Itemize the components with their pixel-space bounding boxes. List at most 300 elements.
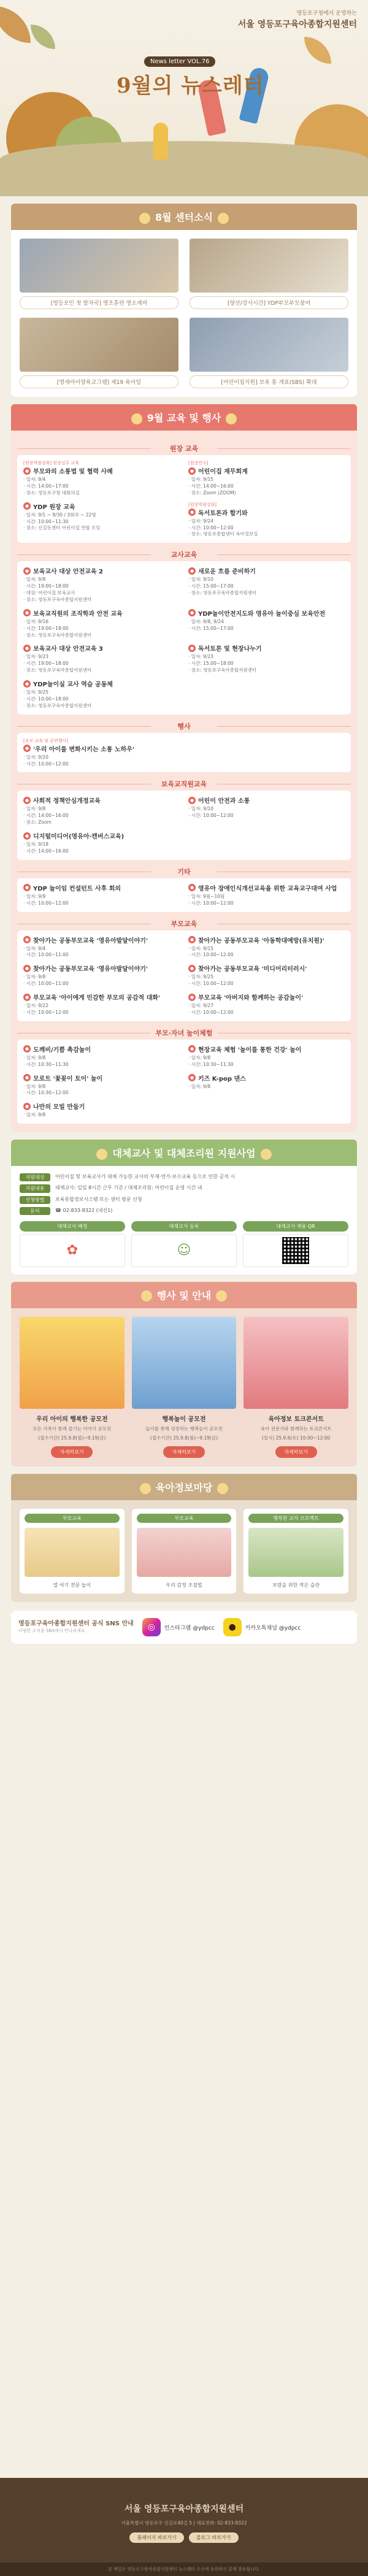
header-org	[238, 9, 357, 30]
info-card-text: 보람을 위한 작은 습관	[272, 1582, 320, 1589]
bullet-icon: ●	[188, 567, 196, 575]
program-title-row	[23, 992, 180, 1002]
program-detail: · 일자: 9/20	[23, 754, 49, 760]
footer-address: 서울특별시 영등포구 신길로40길 5 | 대표전화: 02-833-8322	[121, 2520, 247, 2526]
support-value: 어린이집 및 보육교사가 대체 가능한 교사의 부재·연가·보수교육 등으로 인한 공석 시	[55, 1174, 236, 1180]
program-tag: [원장연수]	[188, 461, 209, 466]
program-tag: [원장역량강화]	[188, 502, 217, 507]
program-detail: · 시간: 19:00~18:00	[23, 625, 69, 631]
info-card-text: 우리 감정 조절법	[166, 1582, 202, 1589]
program-detail: · 일자: 9/8	[23, 806, 46, 812]
program-title-row	[188, 566, 345, 575]
program-title: YDP놀이안전지도와 영유아 놀이중심 보육안전	[198, 610, 326, 618]
homepage-button[interactable]: 홈페이지 바로가기	[129, 2532, 183, 2543]
support-row	[20, 1196, 348, 1204]
program-detail: · 시간: 14:00~17:00	[23, 483, 69, 489]
program-item	[188, 502, 345, 539]
program-detail: · 시간: 10:00~12:00	[23, 761, 69, 767]
program-title: 새로운 흐름 준비하기	[198, 569, 256, 576]
sns-subtitle: 다양한 소식을 SNS에서 만나보세요	[18, 1628, 85, 1634]
program-title-row	[23, 643, 180, 653]
program-item	[23, 460, 180, 497]
bullet-icon: ●	[188, 965, 196, 972]
program-detail: · 장소: 영등포구청 대회의실	[23, 489, 80, 496]
bullet-icon: ●	[188, 1045, 196, 1052]
program-title: 보육교직원의 조직학과 안전 교육	[33, 610, 123, 618]
program-detail: · 장소: Zoom (ZOOM)	[188, 489, 236, 496]
program-title: 찾아가는 공동부모교육 '영유아발달이야기'	[33, 966, 148, 973]
schedule-category	[17, 917, 351, 1021]
volume-badge: News letter VOL.76	[144, 56, 215, 67]
program-detail: · 일자: 9/15	[188, 477, 214, 482]
bullet-icon: ●	[23, 609, 31, 616]
schedule-category-title: 부모·자녀 놀이체험	[17, 1026, 351, 1040]
program-detail: · 장소: 영등포구육아종합지원센터	[23, 596, 92, 602]
support-links	[20, 1221, 348, 1267]
program-title: 현장교육 체험 '놀이를 통한 건강' 놀이	[198, 1046, 302, 1054]
event-desc: 모든 가족이 함께 즐기는 이야기 공모전	[33, 1425, 112, 1432]
program-detail: · 일자: 9/8	[23, 974, 46, 980]
bullet-icon: ●	[23, 745, 31, 752]
program-detail: · 일자: 9/23	[23, 654, 49, 660]
program-detail: · 일자: 9/25	[188, 974, 214, 980]
program-detail: · 일자: 9/27	[188, 1003, 214, 1008]
program-title-row	[188, 795, 345, 805]
program-detail: · 장소: 영등포구육아종합지원센터	[188, 667, 257, 673]
support-value: ☎ 02-833-8322 (내선1)	[55, 1207, 113, 1213]
program-detail: · 시간: 10:00~12:00	[188, 981, 234, 987]
schedule-category-body	[17, 561, 351, 714]
program-title: 도깨비/기쁨 촉감놀이	[33, 1046, 91, 1054]
info-card[interactable]	[20, 1509, 125, 1593]
support-section-title: 대체교사 및 대체조리원 지원사업	[112, 1148, 256, 1160]
bullet-icon: ●	[23, 680, 31, 688]
event-desc: 놀이를 통해 성장하는 행복놀이 공모전	[145, 1425, 223, 1432]
event-title: 우리 아이의 행복한 공모전	[36, 1416, 108, 1423]
bullet-icon: ●	[188, 994, 196, 1001]
schedule-category-body	[17, 1040, 351, 1124]
bullet-icon: ●	[188, 467, 196, 475]
program-item	[23, 831, 180, 855]
event-detail-button[interactable]: 자세히보기	[163, 1446, 205, 1458]
blog-button[interactable]: 블로그 바로가기	[189, 2532, 239, 2543]
program-detail: · 일자: 9/8	[188, 1083, 211, 1089]
info-section-title: 육아정보마당	[155, 1482, 213, 1494]
program-detail: · 시간: 14:00~16:00	[23, 813, 69, 819]
info-card-image	[137, 1528, 232, 1577]
news-caption: [어린이집지원] 보육 통 개효(SBS) 확대	[190, 375, 348, 388]
schedule-category-title: 기타	[17, 865, 351, 878]
schedule-category	[17, 719, 351, 773]
support-link-label: 대체교사 채용 QR	[243, 1221, 348, 1232]
news-card[interactable]	[20, 239, 178, 309]
news-section-header	[11, 204, 357, 230]
schedule-category-title: 보육교직원교육	[17, 777, 351, 791]
bullet-icon: ●	[23, 832, 31, 840]
support-label: 신청방법	[20, 1196, 50, 1204]
kakao-label: 카카오톡채널 @ydpcc	[245, 1625, 301, 1631]
program-item	[188, 883, 345, 907]
program-title-row	[23, 935, 180, 945]
program-item	[23, 679, 180, 710]
news-card[interactable]	[20, 318, 178, 388]
footer-buttons	[0, 2532, 368, 2543]
events-grid	[11, 1308, 357, 1467]
event-date: (일시) 25.9.6(토) 10:00~12:00	[261, 1435, 331, 1441]
program-detail: · 일자: 9/10	[188, 577, 214, 583]
program-title-row	[23, 1073, 180, 1083]
program-title: YDP놀이실 교사 역습 공동체	[33, 681, 113, 688]
ornament-icon	[216, 1290, 227, 1301]
support-value: 대체교사: 일일 8시간 근무 기준 / 대체조리원: 어린이집 운영 시간 내	[55, 1185, 202, 1191]
program-item	[23, 1045, 180, 1068]
event-date: (접수기간) 25.9.8(월)~9.19(금)	[38, 1435, 106, 1441]
program-detail: · 일자: 9/4	[23, 477, 46, 482]
news-caption: [영등포인 첫 발자국] 영조훈련 영소계비	[20, 296, 178, 309]
info-card-header: 부모교육	[25, 1514, 120, 1523]
schedule-category-title: 교사교육	[17, 548, 351, 561]
program-detail: · 시간: 10:00~11:00	[23, 981, 69, 987]
program-item	[23, 883, 180, 907]
program-detail: · 시간: 10:00~12:00	[188, 1009, 234, 1015]
program-detail: · 시간: 10:30~11:30	[23, 1061, 69, 1067]
program-title: 사회적 정책안심개정교육	[33, 798, 101, 805]
info-card-text: 열 여기 전문 놀이	[53, 1582, 91, 1589]
schedule-list	[11, 431, 357, 1132]
program-item	[23, 502, 180, 539]
program-detail: · 시간: 15:00~17:00	[188, 625, 234, 631]
news-card[interactable]	[190, 239, 348, 309]
program-detail: · 장소: 영등포구육아종합지원센터	[23, 667, 92, 673]
program-title: 독서토론 및 현장나누기	[198, 646, 262, 653]
news-grid	[11, 230, 357, 397]
program-detail: · 시간: 10:00~12:00	[23, 1009, 69, 1015]
bullet-icon: ●	[23, 1074, 31, 1081]
news-photo	[190, 239, 348, 293]
event-detail-button[interactable]: 자세히보기	[51, 1446, 93, 1458]
program-title-row	[188, 935, 345, 945]
support-row	[20, 1207, 348, 1215]
program-detail: · 시간: 14:00~16:00	[23, 848, 69, 854]
bullet-icon: ●	[23, 567, 31, 575]
event-card	[20, 1317, 125, 1459]
schedule-category-body	[17, 733, 351, 773]
program-detail: · 시간: 10:00~18:00	[23, 696, 69, 702]
news-photo	[190, 318, 348, 372]
program-title-row	[188, 508, 345, 517]
program-title-row	[23, 1102, 180, 1111]
support-link-label: 대체교사 배정	[20, 1221, 125, 1232]
program-item	[188, 1102, 345, 1119]
ornament-icon	[226, 413, 237, 424]
event-detail-button[interactable]: 자세히보기	[275, 1446, 317, 1458]
program-detail: · 시간: 10:00~12:00	[188, 952, 234, 958]
program-title-row	[23, 744, 180, 753]
program-item	[188, 460, 345, 497]
program-title: YDP 원장 교육	[33, 504, 75, 511]
program-item	[188, 831, 345, 855]
ornament-icon	[141, 1290, 152, 1301]
support-label: 문의	[20, 1207, 50, 1215]
bullet-icon: ●	[188, 609, 196, 616]
program-detail: · 일자: 9/8	[23, 1054, 46, 1060]
ornament-icon	[131, 413, 142, 424]
program-title-row	[23, 566, 180, 575]
bullet-icon: ●	[23, 797, 31, 804]
program-title: 모로트 '꽃꽂이 토이' 놀이	[33, 1075, 103, 1083]
support-label: 지원대상	[20, 1173, 50, 1181]
qr-icon	[243, 1234, 348, 1267]
program-item	[23, 992, 180, 1016]
program-detail: · 일자: 9/8	[23, 577, 46, 583]
program-title: 보육교사 대상 안전교육 2	[33, 569, 104, 576]
bullet-icon: ●	[23, 965, 31, 972]
event-title: 육아정보 토크콘서트	[268, 1416, 324, 1423]
program-detail: · 시간: 10:00~12:00	[188, 813, 234, 819]
bullet-icon: ●	[23, 884, 31, 891]
header-org-name: 서울 영등포구육아종합지원센터	[237, 20, 357, 29]
program-detail: · 시간: 14:00~16:00	[188, 483, 234, 489]
support-row	[20, 1184, 348, 1192]
ornament-icon	[217, 1483, 228, 1494]
program-title: '우리 아이를 변화시키는 소통 노하우'	[33, 746, 134, 753]
bullet-icon: ●	[188, 884, 196, 891]
ornament-icon	[218, 213, 229, 224]
social-panel	[11, 1611, 357, 1644]
support-link-card[interactable]	[20, 1221, 125, 1267]
program-title: 디지털미디어(영유아·캔버스교육)	[33, 834, 125, 840]
bullet-icon: ●	[188, 1074, 196, 1081]
bullet-icon: ●	[23, 1045, 31, 1052]
program-title: 독서토론과 합기와	[198, 510, 248, 517]
event-card	[243, 1317, 348, 1459]
schedule-category-body	[17, 930, 351, 1021]
program-item	[23, 738, 180, 768]
instagram-icon: ◎	[142, 1618, 161, 1636]
program-item	[188, 566, 345, 604]
program-title-row	[23, 795, 180, 805]
bullet-icon: ●	[188, 936, 196, 943]
program-detail: · 일자: 9/4	[23, 945, 46, 951]
program-item	[23, 964, 180, 987]
program-item	[23, 643, 180, 674]
newsletter-title: 9월의 뉴스레터	[117, 74, 264, 98]
schedule-category-title: 행사	[17, 719, 351, 733]
program-detail: · 장소: 신길동센터 어린이집 연합 모임	[23, 525, 101, 531]
instagram-label: 인스타그램 @ydpcc	[164, 1625, 215, 1631]
support-panel	[11, 1166, 357, 1275]
program-title-row	[188, 643, 345, 653]
program-title: 어린이 안전과 소통	[198, 798, 250, 805]
program-detail: · 일자: 9/8, 9/24	[188, 618, 224, 624]
support-value: 보육통합정보시스템 또는 센터 방문 신청	[55, 1196, 142, 1202]
news-caption: [양산/강사시간] YDP부모부모참여	[190, 296, 348, 309]
program-detail: · 일자: 9/22	[23, 1003, 49, 1008]
news-caption: [영세아이양육교그램] 제19 육아일	[20, 375, 178, 388]
bullet-icon: ●	[188, 645, 196, 652]
info-card-header: 행복한 교사 프로젝트	[248, 1514, 343, 1523]
program-item	[188, 679, 345, 710]
program-title-row	[188, 1045, 345, 1054]
program-title: 키즈 K-pop 댄스	[198, 1075, 246, 1083]
footer-disclaimer: 본 메일은 영등포구육아종합지원센터 뉴스레터 수신에 동의하신 분께 발송됩니다.	[0, 2563, 368, 2576]
program-item	[23, 1102, 180, 1119]
program-title-row	[23, 883, 180, 892]
program-title: 부모교육 '아이에게 민감한 부모의 공감적 대화'	[33, 995, 161, 1002]
leaf-decoration	[31, 25, 55, 49]
program-title: YDP 놀이임 컨설턴트 사후 회의	[33, 885, 121, 892]
event-date: (접수기간) 25.9.8(월)~9.19(금)	[150, 1435, 218, 1441]
program-title: 영유아 장애인식개선교육을 위한 교육교구대여 사업	[198, 885, 337, 892]
sns-title-text: 영등포구육아종합지원센터 공식 SNS 안내	[18, 1620, 134, 1628]
program-item	[188, 992, 345, 1016]
program-title: 찾아가는 공동부모교육 '미디어리터러시'	[198, 966, 307, 973]
program-detail: · 시간: 15:00~17:00	[188, 583, 234, 589]
program-detail: · 일자: 9/15	[188, 945, 214, 951]
program-title: 나만의 모빌 만들기	[33, 1104, 85, 1111]
program-detail: · 일자: 9/10	[188, 806, 214, 812]
program-title-row	[23, 964, 180, 973]
bullet-icon: ●	[23, 502, 31, 510]
program-detail: · 일자: 9/18	[23, 841, 49, 847]
program-detail: · 장소: Zoom	[23, 819, 52, 826]
bullet-icon: ●	[188, 797, 196, 804]
program-title-row	[23, 502, 180, 511]
program-detail: · 시간: 10:00~11:00	[23, 952, 69, 958]
program-detail: · 장소: 영등포종합센터 육아정보실	[188, 531, 258, 537]
program-title-row	[23, 608, 180, 618]
info-grid	[11, 1500, 357, 1602]
program-item	[188, 795, 345, 826]
schedule-category	[17, 777, 351, 859]
event-poster	[243, 1317, 348, 1409]
info-section-header	[11, 1474, 357, 1500]
program-title: 찾아가는 공동부모교육 '영유아발달이야기'	[33, 937, 148, 945]
news-photo	[20, 239, 178, 293]
program-detail: · 일자: 9월~10월	[188, 893, 225, 899]
illustration-icon: ☺	[131, 1234, 237, 1267]
program-title-row	[23, 1045, 180, 1054]
program-detail: · 일자: 9/16	[23, 618, 49, 624]
schedule-category-body	[17, 878, 351, 912]
schedule-category	[17, 548, 351, 714]
program-tag: [부모 교육 및 공연행사]	[23, 738, 68, 743]
event-poster	[132, 1317, 237, 1409]
ornament-icon	[139, 213, 150, 224]
support-section-header	[11, 1140, 357, 1166]
program-title-row	[188, 608, 345, 618]
program-item	[188, 608, 345, 639]
sns-title	[18, 1620, 134, 1635]
program-detail: · 대상: 어린이집 보육교사	[23, 590, 75, 596]
program-detail: · 장소: 영등포구육아종합지원센터	[188, 590, 257, 596]
ground-illustration	[0, 141, 368, 196]
event-title: 행복놀이 공모전	[162, 1416, 206, 1423]
bullet-icon: ●	[188, 508, 196, 516]
program-title-row	[23, 679, 180, 688]
program-detail: · 일자: 9/8	[23, 1083, 46, 1089]
program-detail: · 시간: 10:00~12:00	[188, 900, 234, 906]
program-tag: [원장역량강화] 원장실무 교육	[23, 461, 80, 466]
support-row	[20, 1173, 348, 1181]
program-title-row	[23, 466, 180, 475]
footer-org: 서울 영등포구육아종합지원센터	[124, 2504, 244, 2514]
schedule-section-header	[11, 404, 357, 431]
program-title: 어린이집 재무회계	[198, 469, 248, 475]
info-card[interactable]	[132, 1509, 237, 1593]
hero-banner	[0, 0, 368, 196]
program-item	[23, 566, 180, 604]
bullet-icon: ●	[23, 936, 31, 943]
program-item	[23, 935, 180, 959]
ornament-icon	[140, 1483, 151, 1494]
program-detail: · 일자: 9/9	[23, 893, 46, 899]
schedule-category	[17, 865, 351, 912]
info-card-image	[248, 1528, 343, 1577]
leaf-decoration	[0, 6, 31, 43]
event-desc: 육아 전문가와 함께하는 토크콘서트	[260, 1425, 332, 1432]
support-link-card[interactable]	[131, 1221, 237, 1267]
ornament-icon	[96, 1149, 107, 1160]
program-item	[23, 1073, 180, 1097]
program-detail: · 일자: 9/1 ~ 9/30 / 3회차 ~ 22명	[23, 512, 96, 518]
schedule-category-body	[17, 455, 351, 543]
program-title-row	[188, 883, 345, 892]
event-card	[132, 1317, 237, 1459]
program-detail: · 시간: 10:00~12:00	[188, 524, 234, 531]
program-title-row	[188, 964, 345, 973]
program-item	[188, 738, 345, 768]
events-section-header	[11, 1282, 357, 1308]
program-item	[188, 935, 345, 959]
program-detail: · 시간: 19:00~18:00	[23, 583, 69, 589]
program-detail: · 일자: 9/24	[188, 518, 214, 524]
child-illustration	[153, 123, 168, 159]
program-item	[188, 1045, 345, 1068]
footer	[0, 2478, 368, 2576]
program-item	[188, 964, 345, 987]
support-link-card[interactable]	[243, 1221, 348, 1267]
events-section-title: 행사 및 안내	[156, 1289, 212, 1301]
news-photo	[20, 318, 178, 372]
program-title-row	[23, 831, 180, 840]
program-item	[23, 608, 180, 639]
program-title: 보육교사 대상 안전교육 3	[33, 646, 104, 653]
info-card[interactable]	[243, 1509, 348, 1593]
program-detail: · 일자: 9/8	[23, 1112, 46, 1118]
ornament-icon	[261, 1149, 272, 1160]
news-card[interactable]	[190, 318, 348, 388]
schedule-category	[17, 1026, 351, 1124]
schedule-section-title: 9월 교육 및 행사	[147, 412, 221, 424]
bullet-icon: ●	[23, 994, 31, 1001]
program-detail: · 시간: 15:00~18:00	[188, 661, 234, 667]
program-detail: · 장소: 영등포구육아종합지원센터	[23, 702, 92, 708]
schedule-category-title: 원장 교육	[17, 442, 351, 455]
kakao-icon: ●	[223, 1618, 242, 1636]
program-detail: · 시간: 10:00~12:00	[23, 900, 69, 906]
header-note: 영등포구청에서 운영하는	[296, 10, 357, 17]
program-detail: · 시간: 19:00~18:00	[23, 661, 69, 667]
instagram-link[interactable]	[142, 1618, 215, 1636]
program-title-row	[188, 1073, 345, 1083]
program-detail: · 일자: 9/8	[188, 1054, 211, 1060]
event-poster	[20, 1317, 125, 1409]
program-item	[23, 795, 180, 826]
illustration-icon: ✿	[20, 1234, 125, 1267]
kakao-link[interactable]	[223, 1618, 301, 1636]
program-title: 부모와의 소통법 및 협력 사례	[33, 469, 113, 475]
